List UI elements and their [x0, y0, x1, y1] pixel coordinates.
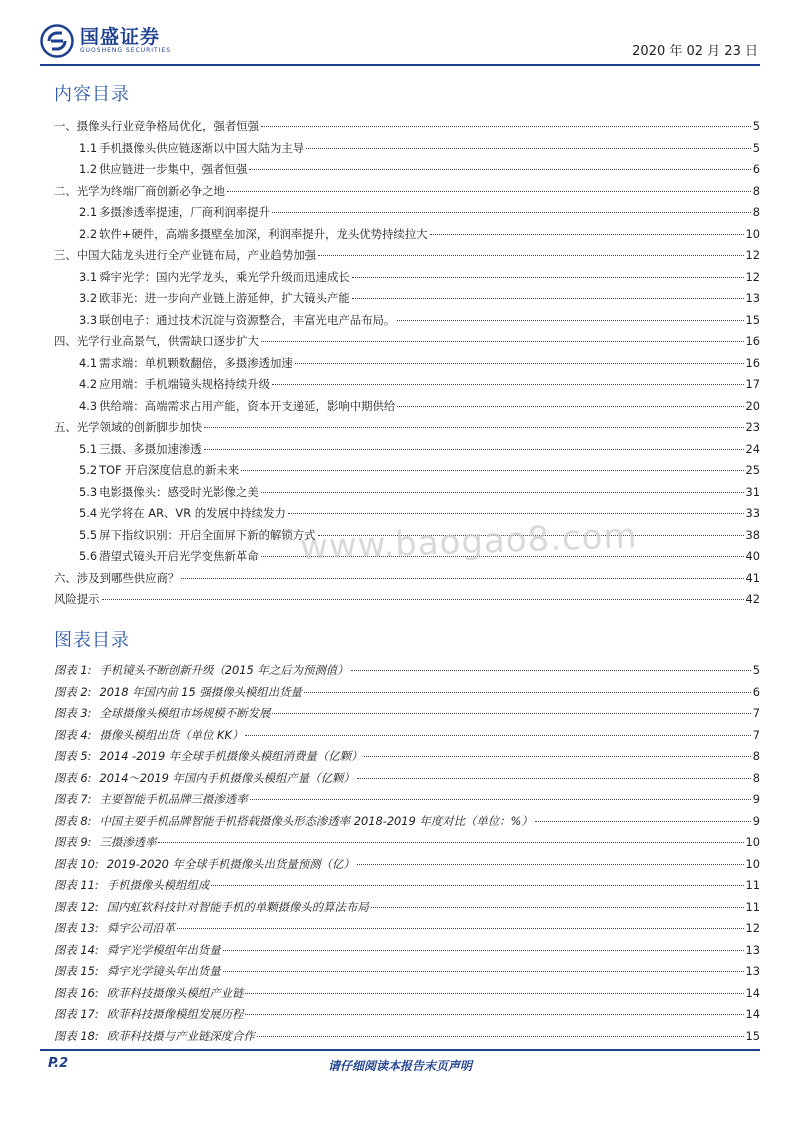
- toc-entry-title: 六、涉及到哪些供应商？: [54, 570, 180, 585]
- toc-section-entry[interactable]: [54, 460, 760, 482]
- toc-chapter-entry[interactable]: [54, 589, 760, 611]
- toc-section-entry[interactable]: [54, 503, 760, 525]
- toc-chapter-entry[interactable]: [54, 245, 760, 267]
- figure-label: 图表 9:: [54, 835, 92, 849]
- figure-page-number: 8: [752, 749, 760, 763]
- toc-section-number: 5.2: [79, 463, 98, 477]
- toc-page-number: 24: [745, 441, 760, 456]
- toc-chapter-entry[interactable]: [54, 568, 760, 590]
- figure-leader-dots: [371, 907, 744, 908]
- figure-label: 图表 17:: [54, 1007, 99, 1021]
- figure-page-number: 8: [752, 770, 760, 785]
- figure-title: 国内虹软科技针对智能手机的单颗摄像头的算法布局: [106, 899, 369, 914]
- toc-leader-dots: [204, 427, 743, 428]
- figure-leader-dots: [351, 670, 751, 671]
- toc-entry-title: 多摄渗透率提速，厂商利润率提升: [99, 205, 270, 219]
- toc-leader-dots: [397, 406, 743, 407]
- toc-leader-dots: [261, 126, 751, 127]
- guosheng-logo-icon: [40, 24, 74, 58]
- toc-section-number: 1.1: [79, 140, 98, 155]
- header-divider: [40, 64, 760, 66]
- figure-title: 2019-2020 年全球手机摄像头出货量预测（亿）: [106, 856, 355, 871]
- toc-section-number: 4.1: [79, 355, 98, 370]
- toc-leader-dots: [241, 470, 743, 471]
- toc-leader-dots: [306, 148, 751, 149]
- toc-page-number: 31: [745, 484, 760, 499]
- figure-page-number: 7: [752, 727, 760, 742]
- figure-page-number: 5: [752, 663, 760, 677]
- figure-list-entry[interactable]: [54, 940, 760, 962]
- toc-entry-title: 舜宇光学：国内光学龙头，乘光学升级而迅速成长: [99, 269, 350, 284]
- figure-leader-dots: [223, 971, 744, 972]
- figure-list-entry[interactable]: [54, 961, 760, 983]
- toc-page-number: 8: [752, 183, 760, 198]
- figure-leader-dots: [245, 735, 750, 736]
- toc-section-entry[interactable]: [54, 310, 760, 332]
- figure-list-entry[interactable]: [54, 897, 760, 919]
- toc-section-number: 2.2: [79, 226, 98, 241]
- toc-leader-dots: [430, 234, 744, 235]
- figure-label: 图表 1:: [54, 663, 92, 677]
- toc-page-number: 13: [745, 291, 760, 305]
- page-header: [40, 18, 760, 64]
- toc-page-number: 41: [745, 570, 760, 585]
- figure-leader-dots: [245, 993, 743, 994]
- toc-page-number: 12: [745, 269, 760, 284]
- figure-title: 中国主要手机品牌智能手机搭载摄像头形态渗透率 2018-2019 年度对比（单位：%）: [99, 813, 533, 828]
- toc-section-entry[interactable]: [54, 353, 760, 375]
- toc-entry-title: 四、光学行业高景气，供需缺口逐步扩大: [54, 334, 260, 348]
- toc-leader-dots: [181, 578, 743, 579]
- figure-page-number: 11: [745, 899, 760, 914]
- toc-section-number: 5.6: [79, 549, 98, 563]
- figure-page-number: 14: [745, 985, 760, 1000]
- figure-label: 图表 13:: [54, 921, 99, 935]
- figure-list-entry[interactable]: [54, 832, 760, 854]
- toc-leader-dots: [295, 363, 744, 364]
- toc-entry-title: TOF 开启深度信息的新未来: [99, 463, 240, 477]
- figure-title: 三摄渗透率: [99, 835, 157, 849]
- toc-leader-dots: [397, 320, 743, 321]
- toc-section-number: 4.2: [79, 377, 98, 391]
- toc-entry-title: 手机摄像头供应链逐渐以中国大陆为主导: [99, 140, 305, 155]
- figure-list-entry[interactable]: [54, 811, 760, 833]
- figure-leader-dots: [304, 692, 751, 693]
- toc-page-number: 6: [752, 162, 760, 176]
- figure-list-entry[interactable]: [54, 768, 760, 790]
- footer-disclaimer: 请仔细阅读本报告末页声明: [327, 1059, 472, 1073]
- figures-title: 图表目录: [54, 630, 130, 651]
- figure-label: 图表 8:: [54, 813, 92, 828]
- toc-section-number: 2.1: [79, 205, 98, 219]
- figure-page-number: 10: [745, 856, 760, 871]
- toc-entry-title: 软件+硬件，高端多摄壁垒加深，利润率提升，龙头优势持续拉大: [99, 226, 428, 241]
- toc-entry-title: 欧菲光：进一步向产业链上游延伸，扩大镜头产能: [99, 291, 350, 305]
- figure-leader-dots: [357, 864, 744, 865]
- figure-label: 图表 16:: [54, 985, 99, 1000]
- figure-list-entry[interactable]: [54, 682, 760, 704]
- figure-leader-dots: [272, 713, 750, 714]
- figure-title: 2014 -2019 年全球手机摄像头模组消费量（亿颗）: [99, 749, 363, 763]
- toc-leader-dots: [227, 191, 751, 192]
- figure-title: 舜宇公司沿革: [106, 921, 176, 935]
- toc-section-number: 3.3: [79, 312, 98, 327]
- toc-section-number: 4.3: [79, 398, 98, 413]
- list-of-figures: [54, 660, 760, 1047]
- toc-entry-title: 应用端：手机端镜头规格持续升级: [99, 377, 270, 391]
- figure-page-number: 7: [752, 706, 760, 720]
- toc-leader-dots: [318, 255, 744, 256]
- figure-title: 摄像头模组出货（单位 KK）: [99, 727, 244, 742]
- toc-entry-title: 五、光学领域的创新脚步加快: [54, 420, 203, 434]
- toc-section-entry[interactable]: [54, 439, 760, 461]
- figure-leader-dots: [250, 799, 751, 800]
- toc-leader-dots: [261, 492, 744, 493]
- company-logo: [40, 24, 171, 58]
- toc-page-number: 20: [745, 398, 760, 413]
- toc-page-number: 17: [745, 377, 760, 391]
- toc-section-entry[interactable]: [54, 267, 760, 289]
- figure-label: 图表 6:: [54, 770, 92, 785]
- footer-divider: [40, 1049, 760, 1051]
- toc-section-entry[interactable]: [54, 202, 760, 224]
- toc-page-number: 12: [745, 248, 760, 262]
- figure-label: 图表 2:: [54, 684, 92, 699]
- toc-page-number: 40: [745, 549, 760, 563]
- figure-leader-dots: [158, 842, 743, 843]
- toc-page-number: 16: [745, 355, 760, 370]
- figure-leader-dots: [257, 1036, 744, 1037]
- figure-label: 图表 15:: [54, 964, 99, 978]
- toc-leader-dots: [352, 298, 744, 299]
- figure-label: 图表 18:: [54, 1028, 99, 1043]
- toc-page-number: 16: [745, 334, 760, 348]
- figure-leader-dots: [245, 1014, 743, 1015]
- toc-entry-title: 三摄、多摄加速渗透: [99, 441, 202, 456]
- toc-leader-dots: [249, 169, 751, 170]
- toc-leader-dots: [272, 212, 751, 213]
- toc-page-number: 8: [752, 205, 760, 219]
- figure-page-number: 11: [745, 878, 760, 892]
- toc-section-entry[interactable]: [54, 288, 760, 310]
- figure-list-entry[interactable]: [54, 1004, 760, 1026]
- toc-entry-title: 风险提示: [54, 592, 100, 606]
- figure-leader-dots: [211, 885, 743, 886]
- figure-list-entry[interactable]: [54, 703, 760, 725]
- figure-list-entry[interactable]: [54, 746, 760, 768]
- toc-page-number: 5: [752, 140, 760, 155]
- figure-list-entry[interactable]: [54, 983, 760, 1005]
- toc-section-number: 1.2: [79, 162, 98, 176]
- figure-label: 图表 12:: [54, 899, 99, 914]
- toc-section-number: 5.3: [79, 484, 98, 499]
- figure-page-number: 14: [745, 1007, 760, 1021]
- toc-leader-dots: [272, 384, 744, 385]
- figure-page-number: 15: [745, 1028, 760, 1043]
- figure-page-number: 6: [752, 684, 760, 699]
- toc-leader-dots: [288, 513, 744, 514]
- toc-entry-title: 联创电子：通过技术沉淀与资源整合，丰富光电产品布局。: [99, 312, 396, 327]
- toc-entry-title: 供给端：高端需求占用产能，资本开支递延，影响中期供给: [99, 398, 396, 413]
- figure-title: 舜宇光学镜头年出货量: [106, 964, 221, 978]
- toc-section-entry[interactable]: [54, 396, 760, 418]
- toc-chapter-entry[interactable]: [54, 417, 760, 439]
- figure-page-number: 10: [745, 835, 760, 849]
- toc-entry-title: 二、光学为终端厂商创新必争之地: [54, 183, 225, 198]
- figure-title: 2018 年国内前 15 强摄像头模组出货量: [99, 684, 302, 699]
- figure-title: 手机摄像头模组组成: [106, 878, 210, 892]
- toc-page-number: 10: [745, 226, 760, 241]
- toc-entry-title: 电影摄像头：感受时光影像之美: [99, 484, 259, 499]
- toc-leader-dots: [102, 599, 744, 600]
- toc-page-number: 38: [745, 527, 760, 542]
- toc-section-number: 5.4: [79, 506, 98, 520]
- figure-page-number: 12: [745, 921, 760, 935]
- page-number: P.2: [48, 1056, 69, 1071]
- toc-section-entry[interactable]: [54, 482, 760, 504]
- figure-label: 图表 11:: [54, 878, 99, 892]
- figure-page-number: 9: [752, 792, 760, 806]
- toc-page-number: 23: [745, 420, 760, 434]
- logo-english-name: GUOSHENG SECURITIES: [80, 47, 172, 54]
- figure-title: 欧菲科技摄像模组发展历程: [106, 1007, 244, 1021]
- figure-page-number: 9: [752, 813, 760, 828]
- watermark: www.baogao8.com: [299, 516, 639, 568]
- toc-section-entry[interactable]: [54, 138, 760, 160]
- figure-title: 舜宇光学模组年出货量: [106, 942, 221, 957]
- figure-list-entry[interactable]: [54, 854, 760, 876]
- toc-chapter-entry[interactable]: [54, 116, 760, 138]
- figure-label: 图表 5:: [54, 749, 92, 763]
- toc-page-number: 42: [745, 592, 760, 606]
- figure-title: 欧菲科技摄像头模组产业链: [106, 985, 244, 1000]
- figure-list-entry[interactable]: [54, 1026, 760, 1048]
- toc-entry-title: 屏下指纹识别：开启全面屏下新的解锁方式: [99, 527, 316, 542]
- figure-label: 图表 10:: [54, 856, 99, 871]
- toc-entry-title: 潜望式镜头开启光学变焦新革命: [99, 549, 259, 563]
- figure-label: 图表 7:: [54, 792, 92, 806]
- toc-entry-title: 供应链进一步集中，强者恒强: [99, 162, 248, 176]
- figure-title: 全球摄像头模组市场规模不断发展: [99, 706, 271, 720]
- toc-section-entry[interactable]: [54, 374, 760, 396]
- toc-chapter-entry[interactable]: [54, 181, 760, 203]
- figure-leader-dots: [364, 756, 750, 757]
- figure-leader-dots: [357, 778, 751, 779]
- toc-entry-title: 三、中国大陆龙头进行全产业链布局，产业趋势加强: [54, 248, 316, 262]
- figure-label: 图表 3:: [54, 706, 92, 720]
- figure-leader-dots: [535, 821, 751, 822]
- toc-page-number: 15: [745, 312, 760, 327]
- figure-label: 图表 4:: [54, 727, 92, 742]
- toc-page-number: 33: [745, 506, 760, 520]
- figure-page-number: 13: [745, 964, 760, 978]
- toc-section-number: 3.1: [79, 269, 98, 284]
- figure-list-entry[interactable]: [54, 918, 760, 940]
- toc-section-entry[interactable]: [54, 224, 760, 246]
- figure-page-number: 13: [745, 942, 760, 957]
- logo-chinese-name: 国盛证券: [80, 26, 161, 48]
- figure-title: 2014～2019 年国内手机摄像头模组产量（亿颗）: [99, 770, 355, 785]
- contents-title: 内容目录: [54, 84, 130, 105]
- figure-list-entry[interactable]: [54, 725, 760, 747]
- toc-leader-dots: [204, 449, 744, 450]
- toc-entry-title: 光学将在 AR、VR 的发展中持续发力: [99, 506, 286, 520]
- figure-title: 欧菲科技摄与产业链深度合作: [106, 1028, 255, 1043]
- toc-section-entry[interactable]: [54, 159, 760, 181]
- toc-section-number: 5.5: [79, 527, 98, 542]
- figure-list-entry[interactable]: [54, 875, 760, 897]
- figure-title: 手机镜头不断创新升级（2015 年之后为预测值）: [99, 663, 349, 677]
- toc-section-number: 5.1: [79, 441, 98, 456]
- figure-list-entry[interactable]: [54, 660, 760, 682]
- toc-section-number: 3.2: [79, 291, 98, 305]
- toc-leader-dots: [352, 277, 744, 278]
- figure-title: 主要智能手机品牌三摄渗透率: [99, 792, 248, 806]
- toc-entry-title: 需求端：单机颗数翻倍，多摄渗透加速: [99, 355, 293, 370]
- figure-leader-dots: [223, 950, 744, 951]
- toc-leader-dots: [261, 341, 743, 342]
- toc-page-number: 25: [745, 463, 760, 477]
- figure-leader-dots: [177, 928, 743, 929]
- figure-list-entry[interactable]: [54, 789, 760, 811]
- report-date: 2020 年 02 月 23 日: [632, 44, 758, 59]
- toc-chapter-entry[interactable]: [54, 331, 760, 353]
- toc-page-number: 5: [752, 119, 760, 133]
- figure-label: 图表 14:: [54, 942, 99, 957]
- toc-entry-title: 一、摄像头行业竞争格局优化，强者恒强: [54, 119, 260, 133]
